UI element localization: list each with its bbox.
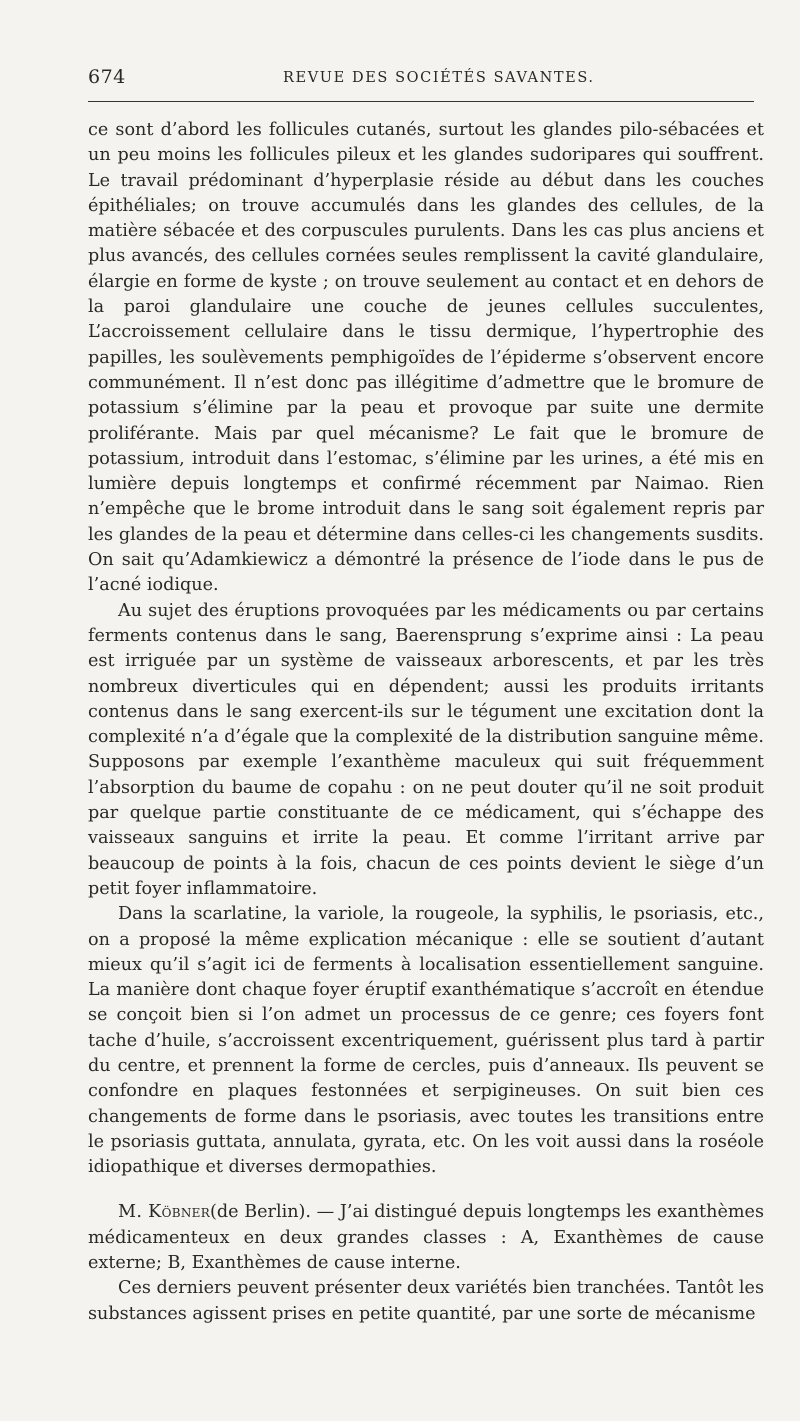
paragraph-5: Ces derniers peuvent présenter deux variétés bien tranchées. Tantôt les substances agissent prises en petite quantité, par une sorte de mécanisme: [88, 1278, 764, 1324]
paragraph-4: [88, 1200, 764, 1276]
header-rule: [88, 101, 754, 102]
speaker-name: M. Köbner: [118, 1202, 211, 1223]
page-number: 674: [88, 66, 126, 88]
paragraph-1: ce sont d’abord les follicules cutanés, surtout les glandes pilo-sébacées et un peu moins les follicules pileux et les glandes sudoripares qui souffrent. Le travail prédominant d’hyperplasie réside au début dans les couches épithéliales; on trouve accumulés dans les glandes des cellules, de la matière sébacée et des corpuscules purulents. Dans les cas plus anciens et plus avancés, des cellules cornées seules remplissent la cavité glandulaire, élargie en forme de kyste ; on trouve seulement au contact et en dehors de la paroi glandulaire une couche de jeunes cellules succulentes, L’accroissement cellulaire dans le tissu dermique, l’hypertrophie des papilles, les soulèvements pemphigoïdes de l’épiderme s’observent encore communément. Il n’est donc pas illégitime d’admettre que le bromure de potassium s’élimine par la peau et provoque par suite une dermite proliférante. Mais par quel mécanisme? Le fait que le bromure de potassium, introduit dans l’estomac, s’élimine par les urines, a été mis en lumière depuis longtemps et confirmé récemment par Naimao. Rien n’empêche que le brome introduit dans le sang soit également repris par les glandes de la peau et détermine dans celles-ci les changements susdits. On sait qu’Adamkiewicz a démontré la présence de l’iode dans le pus de l’acné iodique.: [88, 120, 764, 596]
running-title: REVUE DES SOCIÉTÉS SAVANTES.: [283, 70, 595, 86]
article-body: [88, 118, 764, 1327]
paragraph-2: Au sujet des éruptions provoquées par les médicaments ou par certains ferments contenus dans le sang, Baerensprung s’exprime ainsi : La peau est irriguée par un système de vaisseaux arborescents, et par les très nombreux diverticules qui en dépendent; aussi les produits irritants contenus dans le sang exercent-ils sur le tégument une excitation dont la complexité n’a d’égale que la complexité de la distribution sanguine même. Supposons par exemple l’exanthème maculeux qui suit fréquemment l’absorption du baume de copahu : on ne peut douter qu’il ne soit produit par quelque partie constituante de ce médicament, qui s’échappe des vaisseaux sanguins et irrite la peau. Et comme l’irritant arrive par beaucoup de points à la fois, chacun de ces points devient le siège d’un petit foyer inflammatoire.: [88, 600, 764, 899]
paragraph-3: Dans la scarlatine, la variole, la rougeole, la syphilis, le psoriasis, etc., on a proposé la même explication mécanique : elle se soutient d’autant mieux qu’il s’agit ici de ferments à localisation essentiellement sanguine. La manière dont chaque foyer éruptif exanthématique s’accroît en étendue se conçoit bien si l’on admet un processus de ce genre; ces foyers font tache d’huile, s’accroissent excentriquement, guérissent plus tard à partir du centre, et prennent la forme de cercles, puis d’anneaux. Ils peuvent se confondre en plaques festonnées et serpigineuses. On suit bien ces changements de forme dans le psoriasis, avec toutes les transitions entre le psoriasis guttata, annulata, gyrata, etc. On les voit aussi dans la roséole idiopathique et diverses dermopathies.: [88, 904, 764, 1178]
paragraph-4-text: (de Berlin). — J’ai distingué depuis longtemps les exanthèmes médicamenteux en deux grandes classes : A, Exanthèmes de cause externe; B, Exanthèmes de cause interne.: [88, 1202, 764, 1274]
page-header: [88, 66, 760, 96]
